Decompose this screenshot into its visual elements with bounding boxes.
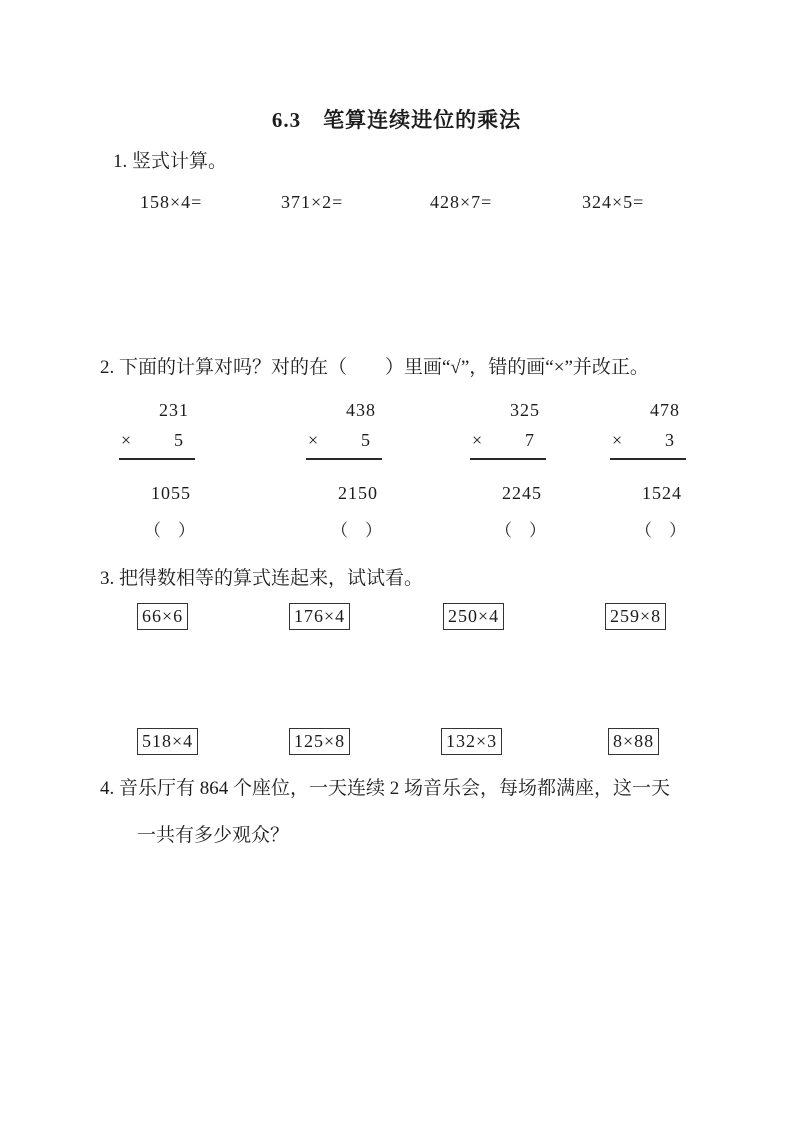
multiplier: 7: [525, 430, 534, 450]
product: 2245: [502, 483, 542, 503]
multiplier: 5: [174, 430, 183, 450]
vertical-multiplication: [470, 397, 546, 543]
expression-box: 8×88: [608, 728, 659, 755]
multiplicand: 478: [650, 400, 680, 420]
multiply-sign: ×: [472, 430, 483, 450]
multiply-sign: ×: [308, 430, 319, 450]
judge-parentheses: （ ）: [144, 521, 195, 540]
problem2-label: 2. 下面的计算对吗？对的在（ ）里画“√”，错的画“×”并改正。: [100, 357, 649, 378]
multiplicand: 325: [510, 400, 540, 420]
multiplication-expression: 158×4=: [140, 192, 203, 212]
judge-parentheses: （ ）: [495, 521, 546, 540]
expression-box: 250×4: [443, 603, 504, 630]
multiply-sign: ×: [121, 430, 132, 450]
multiplication-expression: 371×2=: [281, 192, 344, 212]
expression-box: 125×8: [289, 728, 350, 755]
vertical-multiplication: [610, 397, 686, 543]
multiplier-row: [306, 423, 382, 460]
judge-parentheses: （ ）: [331, 521, 382, 540]
product: 2150: [338, 483, 378, 503]
vertical-multiplication: [119, 397, 195, 543]
expression-box: 518×4: [137, 728, 198, 755]
judge-parentheses: （ ）: [635, 521, 686, 540]
multiplier-row: [610, 423, 686, 460]
problem1-label: 1. 竖式计算。: [113, 151, 228, 172]
multiply-sign: ×: [612, 430, 623, 450]
product: 1055: [151, 483, 191, 503]
multiplier: 5: [361, 430, 370, 450]
multiplication-expression: 324×5=: [582, 192, 645, 212]
expression-box: 176×4: [289, 603, 350, 630]
page-title: 6.3 笔算连续进位的乘法: [271, 108, 522, 132]
multiplicand: 438: [346, 400, 376, 420]
vertical-multiplication: [306, 397, 382, 543]
problem4-label-line1: 4. 音乐厅有 864 个座位，一天连续 2 场音乐会，每场都满座，这一天: [100, 778, 671, 799]
problem4-label-line2: 一共有多少观众？: [137, 825, 290, 846]
expression-box: 132×3: [441, 728, 502, 755]
product: 1524: [642, 483, 682, 503]
multiplier-row: [119, 423, 195, 460]
multiplier-row: [470, 423, 546, 460]
expression-box: 259×8: [605, 603, 666, 630]
multiplier: 3: [665, 430, 674, 450]
expression-box: 66×6: [137, 603, 188, 630]
problem3-label: 3. 把得数相等的算式连起来，试试看。: [100, 568, 424, 589]
multiplicand: 231: [159, 400, 189, 420]
multiplication-expression: 428×7=: [430, 192, 493, 212]
